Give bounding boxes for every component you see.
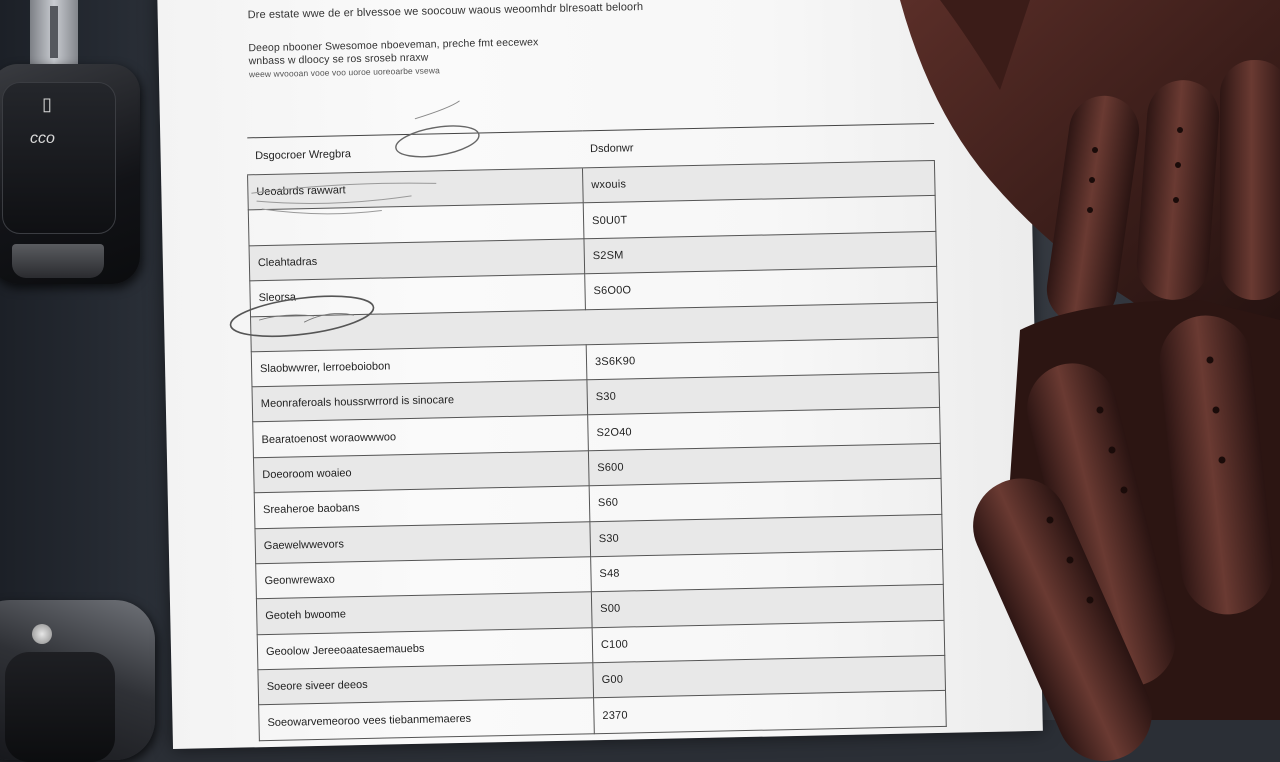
row-item: Ueoabrds rawwart	[248, 168, 584, 210]
pen-stroke	[415, 101, 460, 119]
row-item: Slaobwwrer, lerroeboiobon	[251, 344, 587, 386]
row-item: Geoteh bwoome	[256, 592, 592, 634]
column-header-amount: Dsdonwr	[582, 123, 935, 167]
row-item: Meonraferoals houssrwrrord is sinocare	[252, 380, 588, 422]
row-item: Gaewelwwevors	[255, 521, 591, 563]
lock-symbol-icon: ▯	[42, 94, 52, 114]
row-amount: G00	[593, 655, 946, 698]
car-logo-icon: cco	[30, 130, 55, 147]
row-amount: S6O0O	[585, 267, 938, 310]
row-amount: 2370	[594, 691, 947, 734]
header-line-1: Dre estate wwe de er blvessoe we soocouw waous weoomhdr blresoatt beloorh	[247, 1, 644, 22]
row-amount: S30	[590, 514, 943, 557]
row-amount: S00	[591, 585, 944, 628]
row-amount: S2O40	[588, 408, 941, 451]
row-item: Doeoroom woaieo	[253, 450, 589, 492]
row-item: Geonwrewaxo	[256, 557, 592, 599]
header-line-4: weew wvoooan vooe voo uoroe uoreoarbe vsewa	[248, 65, 440, 80]
row-amount: S2SM	[584, 231, 937, 274]
header-line-2: Deeop nbooner Swesomoe nboeveman, preche fmt eecewex	[248, 36, 539, 55]
row-amount: wxouis	[582, 160, 935, 203]
row-item: Soeore siveer deeos	[258, 663, 594, 705]
row-item: Sleorsa	[250, 274, 586, 316]
row-amount: 3S6K90	[586, 337, 939, 380]
row-item: Bearatoenost woraowwwoo	[253, 415, 589, 457]
header-line-3: wnbass w dloocy se ros sroseb nraxw	[248, 51, 429, 68]
key-fob-face	[2, 82, 116, 234]
row-item: Geoolow Jereeoaatesaemauebs	[257, 627, 593, 669]
row-amount: S60	[589, 479, 942, 522]
row-item: Soeowarvemeoroo vees tiebanmemaeres	[259, 698, 595, 740]
key-fob-top	[0, 64, 140, 284]
car-key-bottom	[0, 600, 155, 760]
key-fob-trim	[12, 244, 104, 278]
row-amount: S30	[587, 372, 940, 415]
row-item: Sreaheroe baobans	[254, 486, 590, 528]
cost-table	[246, 123, 946, 741]
column-header-item: Dsgocroer Wregbra	[247, 131, 583, 175]
row-amount: S600	[588, 443, 941, 486]
key-fob-face-bottom	[5, 652, 115, 762]
glove-finger-2	[1134, 78, 1221, 302]
document-header	[248, 0, 769, 81]
key-button-icon	[32, 624, 52, 644]
leather-gloves	[880, 0, 1280, 720]
key-blade	[30, 0, 78, 70]
glove-finger-3	[1220, 60, 1280, 300]
row-amount: C100	[592, 620, 945, 663]
row-item: Cleahtadras	[249, 239, 585, 281]
row-amount: S0U0T	[583, 196, 936, 239]
row-amount: S48	[591, 549, 944, 592]
